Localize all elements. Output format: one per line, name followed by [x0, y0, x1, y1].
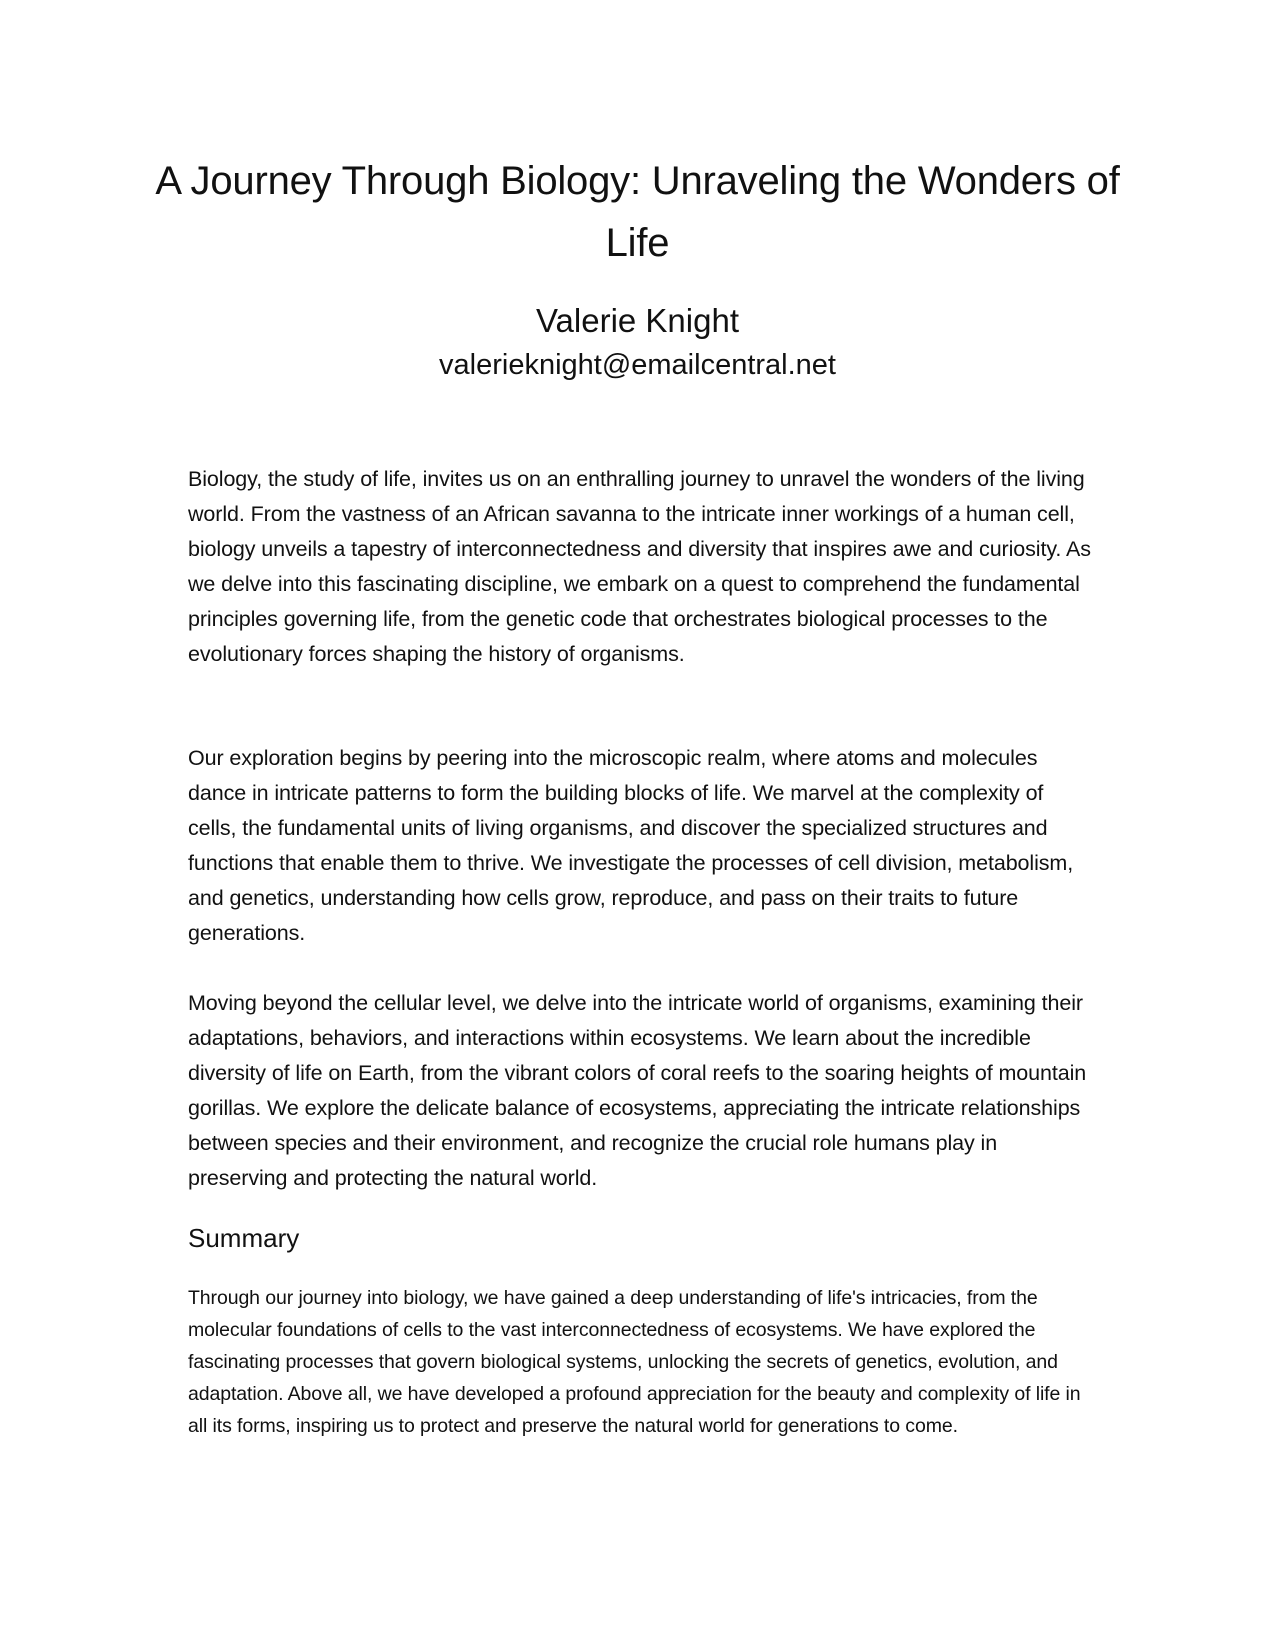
document-title: A Journey Through Biology: Unraveling the Wonders of Life: [155, 159, 1120, 265]
summary-heading: Summary: [188, 1223, 300, 1253]
author-name: Valerie Knight: [535, 302, 739, 339]
body-paragraph-2: Our exploration begins by peering into the microscopic realm, where atoms and molecules dance in intricate patterns to form the building blocks of life. We marvel at the complexity of cells, the fundamental units of living organisms, and discover the specialized structures and functions that enable them to thrive. We investigate the processes of cell division, metabolism, and genetics, understanding how cells grow, reproduce, and pass on their traits to future generations.: [188, 746, 1074, 945]
body-paragraph-3: Moving beyond the cellular level, we delve into the intricate world of organisms, examining their adaptations, behaviors, and interactions within ecosystems. We learn about the incredible diversity of life on Earth, from the vibrant colors of coral reefs to the soaring heights of mountain gorillas. We explore the delicate balance of ecosystems, appreciating the intricate relationships between species and their environment, and recognize the crucial role humans play in preserving and protecting the natural world.: [188, 991, 1087, 1190]
summary-paragraph: Through our journey into biology, we have gained a deep understanding of life's intricacies, from the molecular foundations of cells to the vast interconnectedness of ecosystems. We have explored the fascinating processes that govern biological systems, unlocking the secrets of genetics, evolution, and adaptation. Above all, we have developed a profound appreciation for the beauty and complexity of life in all its forms, inspiring us to protect and preserve the natural world for generations to come.: [188, 1287, 1081, 1437]
body-paragraph-1: Biology, the study of life, invites us on an enthralling journey to unravel the wonders of the living world. From the vastness of an African savanna to the intricate inner workings of a human cell, biology unveils a tapestry of interconnectedness and diversity that inspires awe and curiosity. As we delve into this fascinating discipline, we embark on a quest to comprehend the fundamental principles governing life, from the genetic code that orchestrates biological processes to the evolutionary forces shaping the history of organisms.: [188, 467, 1091, 666]
author-email: valerieknight@emailcentral.net: [439, 349, 836, 381]
